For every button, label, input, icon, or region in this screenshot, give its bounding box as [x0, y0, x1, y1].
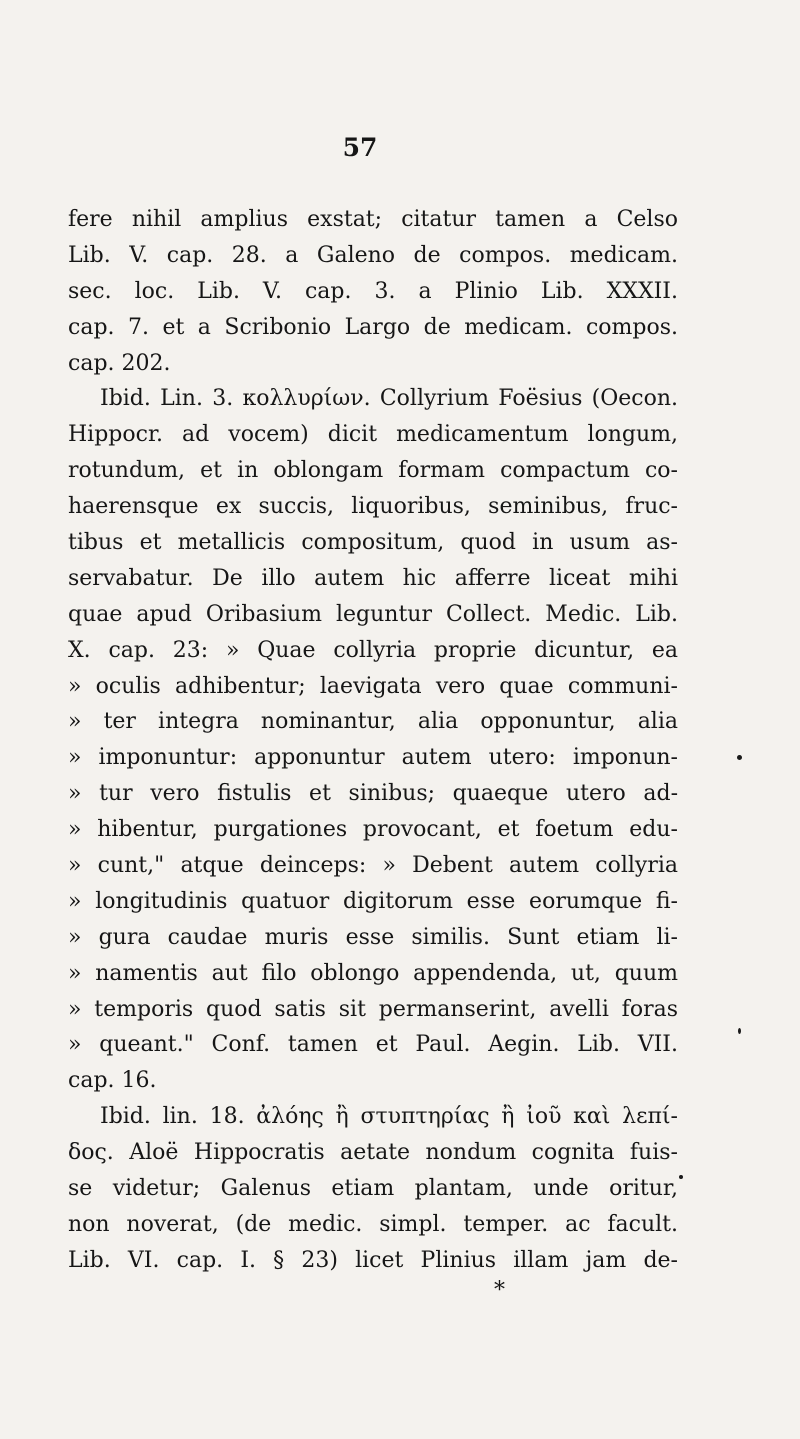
- text-line: » imponuntur: apponuntur autem utero: imponun-: [68, 745, 678, 771]
- text-line: Lib. VI. cap. I. § 23) licet Plinius illam jam de-: [68, 1247, 678, 1273]
- text-line: tibus et metallicis compositum, quod in usum as-: [68, 530, 678, 556]
- text-line: Lib. V. cap. 28. a Galeno de compos. medicam.: [68, 242, 678, 268]
- text-line: » namentis aut filo oblongo appendenda, ut, quum: [68, 960, 678, 986]
- text-line: » ter integra nominantur, alia opponuntur, alia: [68, 709, 678, 735]
- text-line: cap. 16.: [68, 1068, 157, 1094]
- text-line: » longitudinis quatuor digitorum esse eorumque fi-: [68, 888, 678, 914]
- text-line: X. cap. 23: » Quae collyria proprie dicuntur, ea: [68, 637, 678, 663]
- text-line: Ibid. lin. 18. ἀλόης ἢ στυπτηρίας ἢ ἰοῦ καὶ λεπί-: [100, 1104, 678, 1130]
- ink-speck: [737, 755, 742, 760]
- text-line: quae apud Oribasium leguntur Collect. Medic. Lib.: [68, 601, 678, 627]
- text-line: sec. loc. Lib. V. cap. 3. a Plinio Lib. XXXII.: [68, 278, 678, 304]
- text-line: δος. Aloë Hippocratis aetate nondum cognita fuis-: [68, 1140, 678, 1166]
- text-line: » gura caudae muris esse similis. Sunt etiam li-: [68, 924, 678, 950]
- signature-mark: *: [494, 1278, 505, 1303]
- text-line: rotundum, et in oblongam formam compactum co-: [68, 458, 678, 484]
- text-line: » hibentur, purgationes provocant, et foetum edu-: [68, 817, 678, 843]
- text-line: cap. 7. et a Scribonio Largo de medicam. compos.: [68, 314, 678, 340]
- text-line: » cunt," atque deinceps: » Debent autem collyria: [68, 853, 678, 879]
- text-line: » temporis quod satis sit permanserint, avelli foras: [68, 996, 678, 1022]
- text-line: » queant." Conf. tamen et Paul. Aegin. Lib. VII.: [68, 1032, 678, 1058]
- ink-speck: [679, 1175, 683, 1179]
- text-line: haerensque ex succis, liquoribus, seminibus, fruc-: [68, 494, 678, 520]
- body-text: [68, 202, 678, 1279]
- text-line: fere nihil amplius exstat; citatur tamen a Celso: [68, 207, 678, 232]
- text-line: se videtur; Galenus etiam plantam, unde oritur,: [68, 1176, 678, 1202]
- text-line: » tur vero fistulis et sinibus; quaeque utero ad-: [68, 781, 678, 807]
- text-line: non noverat, (de medic. simpl. temper. ac facult.: [68, 1211, 678, 1237]
- page-number: 57: [342, 133, 378, 162]
- text-line: » oculis adhibentur; laevigata vero quae communi-: [68, 673, 678, 699]
- ink-speck: [738, 1028, 741, 1034]
- text-line: cap. 202.: [68, 350, 171, 376]
- text-line: Hippocr. ad vocem) dicit medicamentum longum,: [68, 422, 678, 448]
- text-line: Ibid. Lin. 3. κολλυρίων. Collyrium Foësius (Oecon.: [100, 386, 678, 412]
- text-line: servabatur. De illo autem hic afferre liceat mihi: [68, 565, 678, 591]
